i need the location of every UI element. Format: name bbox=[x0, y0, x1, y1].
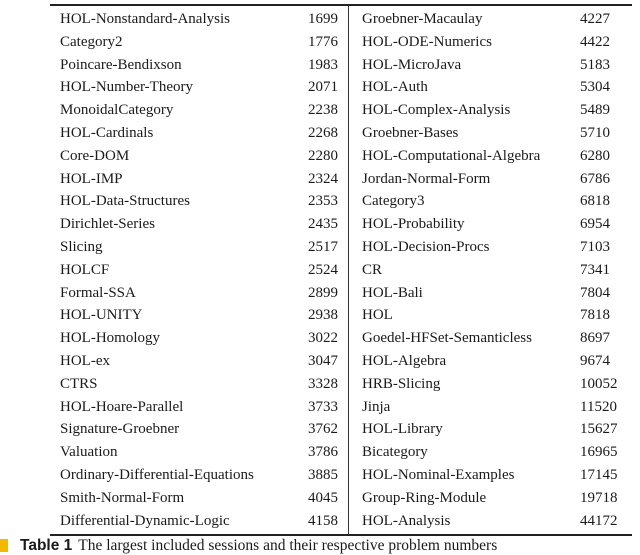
table-row bbox=[50, 122, 632, 145]
problem-count-cell: 11520 bbox=[580, 398, 617, 415]
session-name-cell: Differential-Dynamic-Logic bbox=[60, 512, 230, 529]
session-name-cell: Jinja bbox=[362, 398, 391, 415]
session-name-cell: Groebner-Macaulay bbox=[362, 11, 483, 27]
session-name-cell: Bicategory bbox=[362, 444, 428, 461]
table-row bbox=[50, 6, 632, 31]
session-name-cell: HOL-Bali bbox=[362, 284, 423, 301]
session-name-cell: HOL-Decision-Procs bbox=[362, 238, 490, 255]
table-row bbox=[50, 145, 632, 168]
session-name-cell: Dirichlet-Series bbox=[60, 216, 155, 233]
table-row bbox=[50, 259, 632, 282]
session-name-cell: Formal-SSA bbox=[60, 284, 136, 301]
session-name-cell: HOL-Data-Structures bbox=[60, 193, 190, 210]
session-name-cell: HOL-ex bbox=[60, 352, 110, 369]
session-name-cell: HOL-Auth bbox=[362, 79, 428, 96]
session-name-cell: Group-Ring-Module bbox=[362, 489, 487, 506]
table-row bbox=[50, 213, 632, 236]
problem-count-cell: 2938 bbox=[292, 304, 349, 327]
table-row bbox=[50, 487, 632, 510]
session-name-cell: HOL-Computational-Algebra bbox=[362, 147, 541, 164]
problem-count-cell: 3733 bbox=[292, 396, 349, 419]
problem-count-cell: 3047 bbox=[292, 350, 349, 373]
session-name-cell: Category2 bbox=[60, 33, 123, 50]
table-row bbox=[50, 76, 632, 99]
session-name-cell: HOL-MicroJava bbox=[362, 56, 462, 73]
problem-count-cell: 16965 bbox=[580, 444, 618, 461]
problem-count-cell: 10052 bbox=[580, 375, 618, 392]
session-name-cell: Signature-Groebner bbox=[60, 421, 180, 438]
problem-count-cell: 19718 bbox=[580, 489, 618, 506]
problem-count-cell: 1699 bbox=[292, 6, 349, 31]
problem-count-cell: 2353 bbox=[292, 190, 349, 213]
session-name-cell: Valuation bbox=[60, 444, 118, 461]
session-name-cell: Category3 bbox=[362, 193, 425, 210]
sessions-table-body bbox=[50, 6, 632, 534]
problem-count-cell: 5183 bbox=[580, 56, 610, 73]
table-row bbox=[50, 373, 632, 396]
table-row bbox=[50, 54, 632, 77]
problem-count-cell: 2517 bbox=[292, 236, 349, 259]
problem-count-cell: 7341 bbox=[580, 261, 610, 278]
table-row bbox=[50, 350, 632, 373]
session-name-cell: HOL-Analysis bbox=[362, 512, 451, 529]
problem-count-cell: 7804 bbox=[580, 284, 610, 301]
problem-count-cell: 9674 bbox=[580, 352, 610, 369]
session-name-cell: HOL-ODE-Numerics bbox=[362, 33, 492, 50]
session-name-cell: HOL-IMP bbox=[60, 170, 123, 187]
table-caption bbox=[0, 537, 497, 554]
table-row bbox=[50, 396, 632, 419]
table-row bbox=[50, 168, 632, 191]
session-name-cell: HOL-Nominal-Examples bbox=[362, 466, 515, 483]
table-row bbox=[50, 327, 632, 350]
problem-count-cell: 4158 bbox=[292, 510, 349, 535]
problem-count-cell: 2324 bbox=[292, 168, 349, 191]
session-name-cell: HOL-Complex-Analysis bbox=[362, 102, 511, 119]
session-name-cell: HRB-Slicing bbox=[362, 375, 441, 392]
problem-count-cell: 17145 bbox=[580, 466, 618, 483]
problem-count-cell: 2268 bbox=[292, 122, 349, 145]
sessions-table bbox=[50, 6, 632, 534]
problem-count-cell: 6954 bbox=[580, 216, 610, 233]
session-name-cell: Groebner-Bases bbox=[362, 124, 459, 141]
problem-count-cell: 4227 bbox=[580, 11, 610, 27]
session-name-cell: HOL bbox=[362, 307, 393, 324]
sessions-table-container bbox=[50, 4, 632, 536]
session-name-cell: HOL-Cardinals bbox=[60, 124, 154, 141]
session-name-cell: HOL-Number-Theory bbox=[60, 79, 193, 96]
problem-count-cell: 8697 bbox=[580, 330, 610, 347]
table-row bbox=[50, 441, 632, 464]
session-name-cell: Smith-Normal-Form bbox=[60, 489, 185, 506]
table-row bbox=[50, 31, 632, 54]
session-name-cell: HOL-Nonstandard-Analysis bbox=[60, 11, 230, 27]
session-name-cell: HOL-Hoare-Parallel bbox=[60, 398, 184, 415]
session-name-cell: HOLCF bbox=[60, 261, 110, 278]
table-row bbox=[50, 236, 632, 259]
problem-count-cell: 5489 bbox=[580, 102, 610, 119]
problem-count-cell: 2238 bbox=[292, 99, 349, 122]
session-name-cell: HOL-Library bbox=[362, 421, 443, 438]
table-row bbox=[50, 282, 632, 305]
problem-count-cell: 6818 bbox=[580, 193, 610, 210]
session-name-cell: Core-DOM bbox=[60, 147, 130, 164]
problem-count-cell: 1983 bbox=[292, 54, 349, 77]
problem-count-cell: 2071 bbox=[292, 76, 349, 99]
problem-count-cell: 2280 bbox=[292, 145, 349, 168]
session-name-cell: HOL-Algebra bbox=[362, 352, 447, 369]
problem-count-cell: 5304 bbox=[580, 79, 610, 96]
table-row bbox=[50, 510, 632, 535]
table-row bbox=[50, 464, 632, 487]
problem-count-cell: 2435 bbox=[292, 213, 349, 236]
problem-count-cell: 6280 bbox=[580, 147, 610, 164]
problem-count-cell: 6786 bbox=[580, 170, 610, 187]
session-name-cell: CTRS bbox=[60, 375, 98, 392]
table-row bbox=[50, 304, 632, 327]
session-name-cell: CR bbox=[362, 261, 383, 278]
problem-count-cell: 7103 bbox=[580, 238, 610, 255]
caption-marker-icon bbox=[0, 539, 8, 552]
session-name-cell: HOL-UNITY bbox=[60, 307, 143, 324]
problem-count-cell: 15627 bbox=[580, 421, 618, 438]
session-name-cell: Jordan-Normal-Form bbox=[362, 170, 491, 187]
problem-count-cell: 3328 bbox=[292, 373, 349, 396]
table-row bbox=[50, 99, 632, 122]
problem-count-cell: 2899 bbox=[292, 282, 349, 305]
session-name-cell: Slicing bbox=[60, 238, 103, 255]
session-name-cell: HOL-Probability bbox=[362, 216, 465, 233]
table-row bbox=[50, 190, 632, 213]
problem-count-cell: 44172 bbox=[580, 512, 618, 529]
problem-count-cell: 1776 bbox=[292, 31, 349, 54]
problem-count-cell: 2524 bbox=[292, 259, 349, 282]
problem-count-cell: 3885 bbox=[292, 464, 349, 487]
session-name-cell: MonoidalCategory bbox=[60, 102, 174, 119]
table-row bbox=[50, 418, 632, 441]
caption-label: Table 1 bbox=[20, 536, 73, 554]
problem-count-cell: 3762 bbox=[292, 418, 349, 441]
session-name-cell: Goedel-HFSet-Semanticless bbox=[362, 330, 532, 347]
problem-count-cell: 4045 bbox=[292, 487, 349, 510]
problem-count-cell: 5710 bbox=[580, 124, 610, 141]
session-name-cell: HOL-Homology bbox=[60, 330, 160, 347]
problem-count-cell: 3786 bbox=[292, 441, 349, 464]
problem-count-cell: 7818 bbox=[580, 307, 610, 324]
session-name-cell: Ordinary-Differential-Equations bbox=[60, 466, 254, 483]
problem-count-cell: 4422 bbox=[580, 33, 610, 50]
problem-count-cell: 3022 bbox=[292, 327, 349, 350]
session-name-cell: Poincare-Bendixson bbox=[60, 56, 182, 73]
caption-text: The largest included sessions and their respective problem numbers bbox=[78, 536, 498, 554]
